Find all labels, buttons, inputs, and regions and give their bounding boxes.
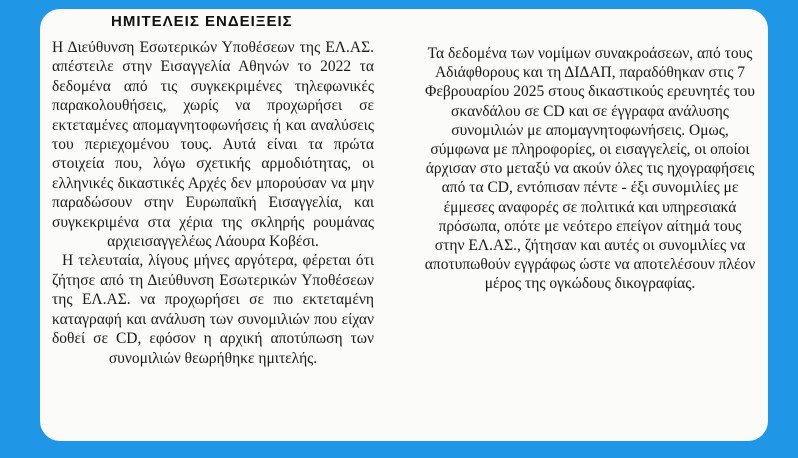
- right-column: [424, 44, 756, 294]
- article-heading: ΗΜΙΤΕΛΕΙΣ ΕΝΔΕΙΞΕΙΣ: [111, 13, 293, 30]
- left-paragraph-2: Η τελευταία, λίγους μήνες αργότερα, φέρεται ότι ζήτησε από τη Διεύθυνση Εσωτερικών Υποθέσεων της ΕΛ.ΑΣ. να προχωρήσει σε πιο εκτεταμένη καταγραφή και ανάλυση των συνομιλιών που είχαν δοθεί σε CD, εφόσον η αρχική αποτύπωση των συνομιλιών θεωρήθηκε ημιτελής.: [52, 252, 374, 367]
- left-column: [52, 38, 374, 368]
- newspaper-clipping: [40, 9, 768, 441]
- left-paragraph-1: Η Διεύθυνση Εσωτερικών Υποθέσεων της ΕΛ.ΑΣ. απέστειλε στην Εισαγγελία Αθηνών το 2022 τα δεδομένα από τις συγκεκριμένες τηλεφωνικές παρακολουθήσεις, χωρίς να προχωρήσει σε εκτεταμένες απομαγνητοφωνήσεις ή και αναλύσεις του περιεχομένου τους. Αυτά είναι τα πρώτα στοιχεία που, λόγω σχετικής αρμοδιότητας, οι ελληνικές δικαστικές Αρχές δεν μπορούσαν να μην παραδώσουν στην Ευρωπαϊκή Εισαγγελία, και συγκεκριμένα στα χέρια της σκληρής ρουμάνας αρχιεισαγγελέως Λάουρα Κοβέσι.: [52, 39, 374, 251]
- right-paragraph-1: Τα δεδομένα των νομίμων συνακροάσεων, από τους Αδιάφθορους και τη ΔΙΔΑΠ, παραδόθηκαν στις 7 Φεβρουαρίου 2025 στους δικαστικούς ερευνητές του σκανδάλου σε CD και σε έγγραφα ανάλυσης συνομιλιών με απομαγνητοφωνήσεις. Ομως, σύμφωνα με πληροφορίες, οι εισαγγελείς, οι οποίοι άρχισαν στο μεταξύ να ακούν όλες τις ηχογραφήσεις από τα CD, εντόπισαν πέντε - έξι συνομιλίες με έμμεσες αναφορές σε πολιτικά και υπηρεσιακά πρόσωπα, οπότε με νεότερο επείγον αίτημά τους στην ΕΛ.ΑΣ., ζήτησαν και αυτές οι συνομιλίες να αποτυπωθούν εγγράφως ώστε να αποτελέσουν πλέον μέρος της ογκώδους δικογραφίας.: [424, 45, 756, 293]
